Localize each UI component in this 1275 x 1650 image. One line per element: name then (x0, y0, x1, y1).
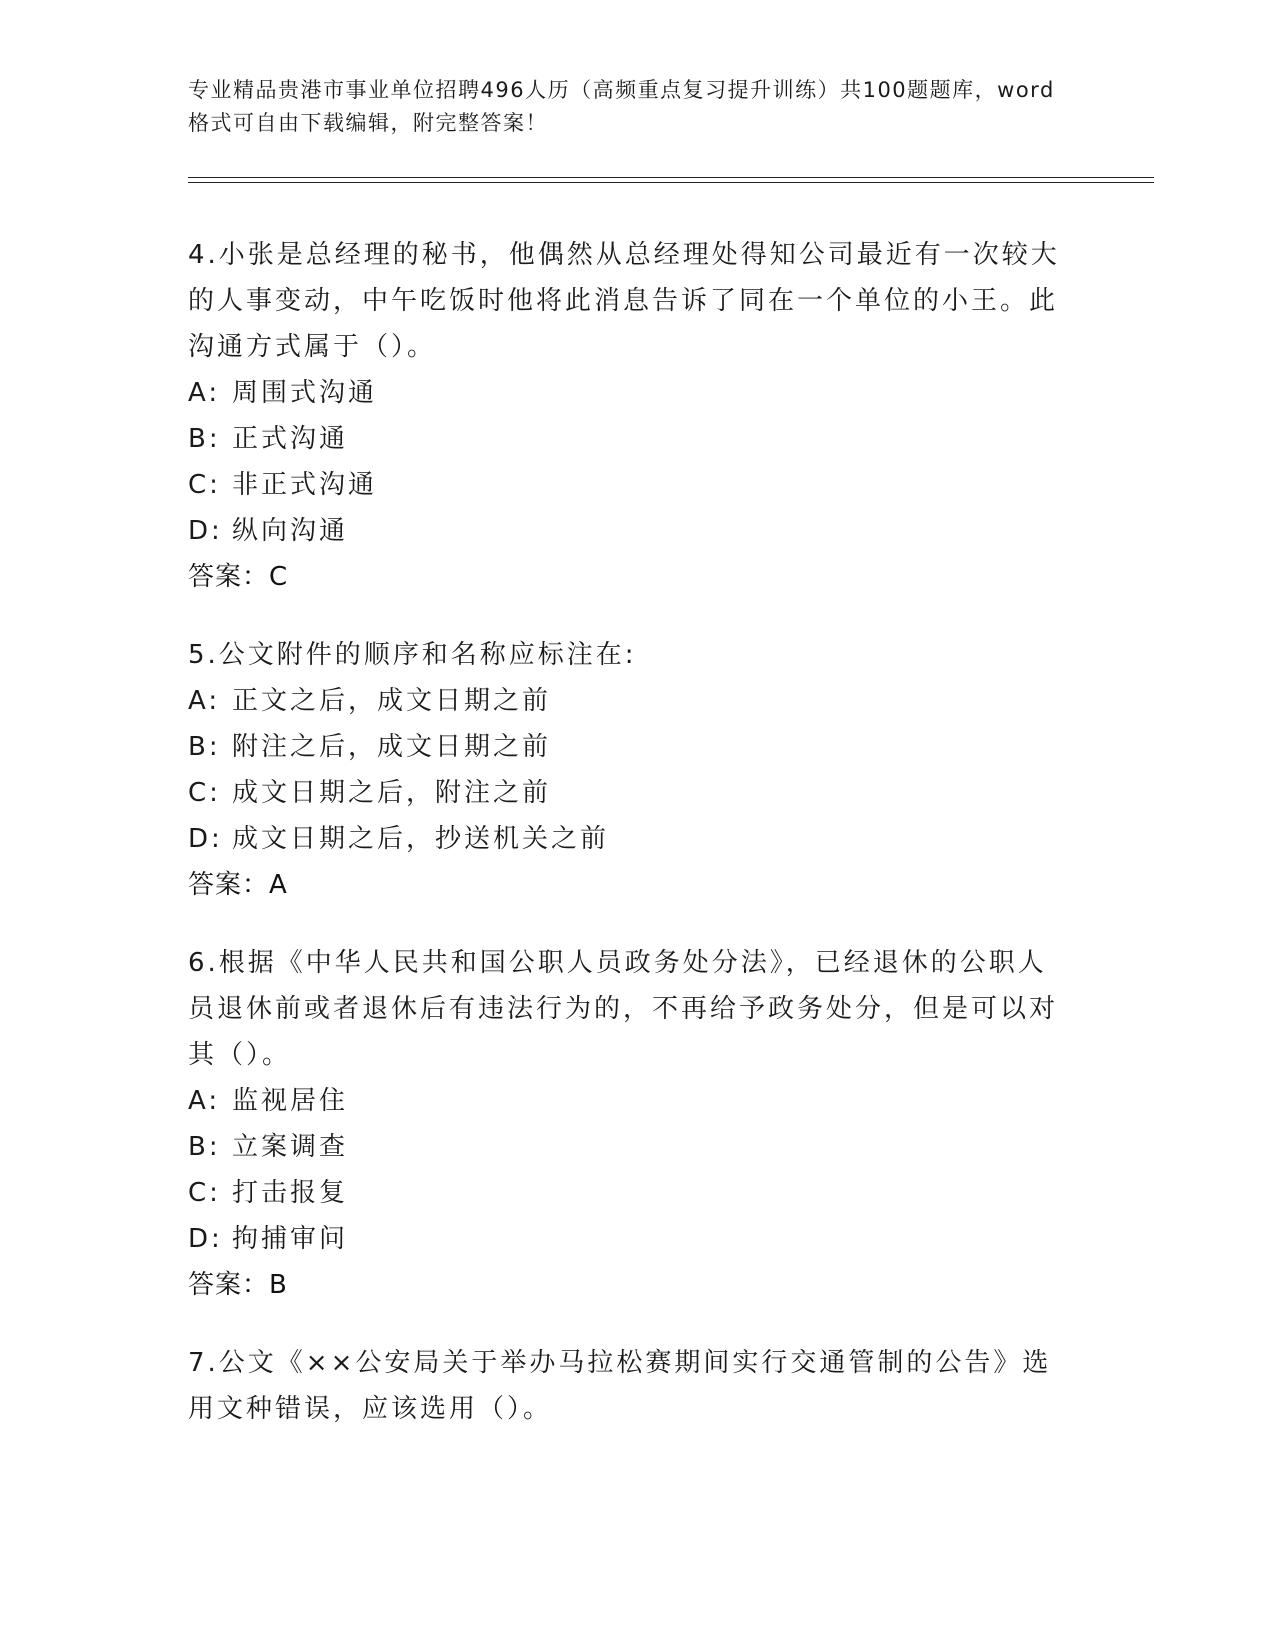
question-stem: 5.公文附件的顺序和名称应标注在: (188, 640, 637, 670)
option-letter: B: (188, 424, 221, 454)
page-header: 专业精品贵港市事业单位招聘496人历（高频重点复习提升训练）共100题题库，word格式可自由下载编辑，附完整答案！ (188, 78, 1055, 135)
option-d (188, 1216, 1068, 1262)
option-text: 正式沟通 (232, 424, 349, 454)
question-stem: 4.小张是总经理的秘书，他偶然从总经理处得知公司最近有一次较大的人事变动，中午吃饭时他将此消息告诉了同在一个单位的小王。此沟通方式属于（）。 (188, 240, 1060, 362)
option-b (188, 1124, 1068, 1170)
option-text: 正文之后，成文日期之前 (232, 686, 552, 716)
option-text: 打击报复 (232, 1178, 349, 1208)
option-letter: A: (188, 1086, 221, 1116)
option-text: 拘捕审问 (232, 1224, 349, 1254)
option-letter: B: (188, 732, 221, 762)
option-letter: C: (188, 470, 221, 500)
question-stem: 6.根据《中华人民共和国公职人员政务处分法》，已经退休的公职人员退休前或者退休后有违法行为的，不再给予政务处分，但是可以对其（）。 (188, 948, 1059, 1070)
option-a (188, 1078, 1068, 1124)
option-letter: B: (188, 1132, 221, 1162)
question-6 (188, 940, 1068, 1308)
option-text: 周围式沟通 (232, 378, 378, 408)
option-d (188, 816, 1068, 862)
option-letter: D: (188, 1224, 223, 1254)
answer-line: 答案：B (188, 1270, 288, 1300)
option-d (188, 508, 1068, 554)
option-letter: C: (188, 778, 221, 808)
option-c (188, 462, 1068, 508)
question-stem: 7.公文《××公安局关于举办马拉松赛期间实行交通管制的公告》选用文种错误，应该选用（）。 (188, 1348, 1052, 1424)
option-text: 立案调查 (232, 1132, 349, 1162)
option-text: 非正式沟通 (232, 470, 378, 500)
question-list (188, 232, 1068, 1464)
header-divider-top (188, 177, 1154, 178)
option-letter: A: (188, 686, 221, 716)
option-a (188, 678, 1068, 724)
option-letter: C: (188, 1178, 221, 1208)
header-divider-bottom (188, 182, 1154, 183)
option-letter: A: (188, 378, 221, 408)
option-text: 附注之后，成文日期之前 (232, 732, 552, 762)
option-c (188, 1170, 1068, 1216)
question-5 (188, 632, 1068, 908)
option-text: 纵向沟通 (232, 516, 349, 546)
answer-line: 答案：C (188, 562, 289, 592)
option-a (188, 370, 1068, 416)
option-c (188, 770, 1068, 816)
option-letter: D: (188, 516, 223, 546)
option-text: 监视居住 (232, 1086, 349, 1116)
option-letter: D: (188, 824, 223, 854)
option-b (188, 724, 1068, 770)
option-text: 成文日期之后，抄送机关之前 (232, 824, 610, 854)
answer-line: 答案：A (188, 870, 288, 900)
option-text: 成文日期之后，附注之前 (232, 778, 552, 808)
option-b (188, 416, 1068, 462)
question-7 (188, 1340, 1068, 1432)
question-4 (188, 232, 1068, 600)
